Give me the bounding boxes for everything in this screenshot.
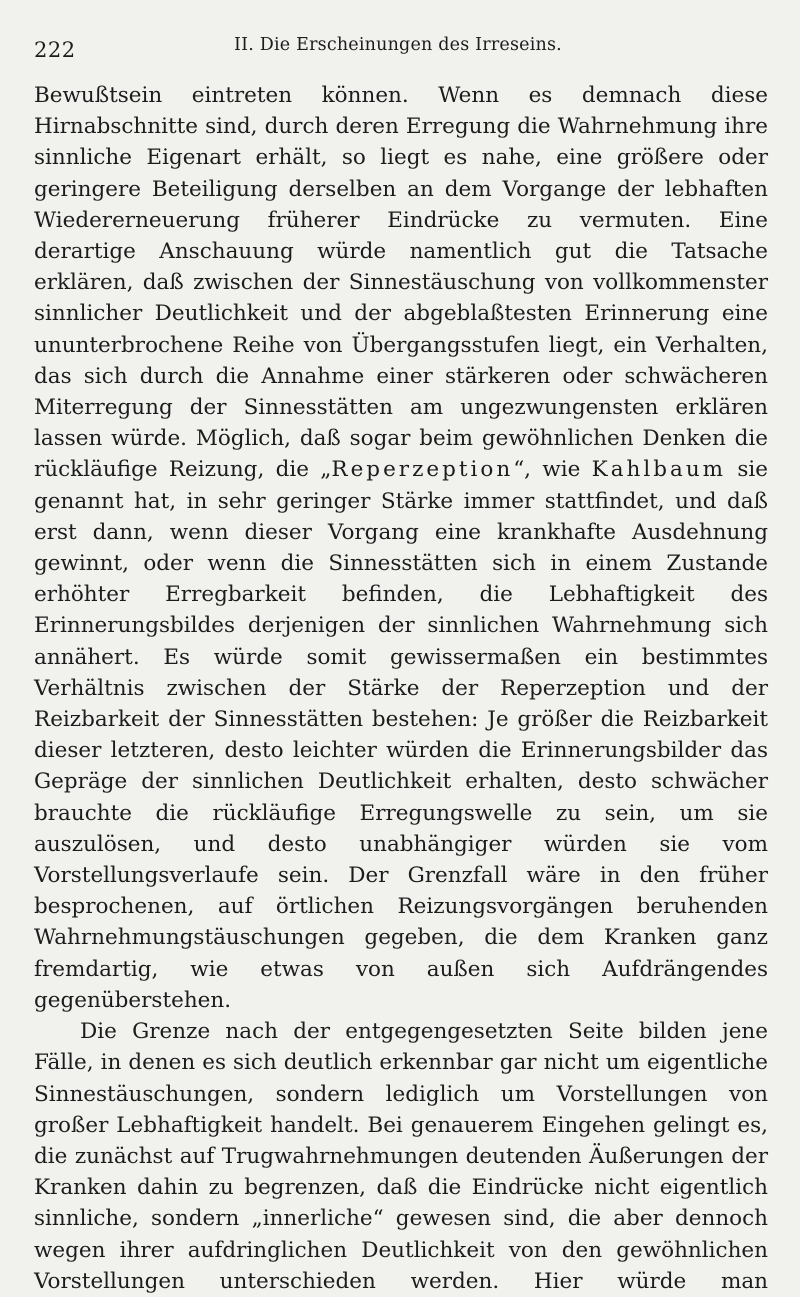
paragraph-1-text-c: sie genannt hat, in sehr geringer Stärke immer stattfindet, und daß erst dann, wenn dieser Vorgang eine krankhafte Ausdehnung gewinnt, oder wenn die Sinnesstätten sich in einem Zustande erhöhter Erregbarkeit befinden, die Lebhaftigkeit des Erinnerungsbildes derjenigen der sinnlichen Wahrnehmung sich annähert. Es würde somit gewissermaßen ein bestimmtes Verhältnis zwischen der Stärke der Reperzeption und der Reizbarkeit der Sinnesstätten bestehen: Je größer die Reizbarkeit dieser letzteren, desto leichter würden die Erinnerungsbilder das Gepräge der sinnlichen Deutlichkeit erhalten, desto schwächer brauchte die rückläufige Erregungswelle zu sein, um sie auszulösen, und desto unabhängiger würden sie vom Vorstellungsverlaufe sein. Der Grenzfall wäre in den früher besprochenen, auf örtlichen Reizungsvorgängen beruhenden Wahrnehmungstäuschungen gegeben, die dem Kranken ganz fremdartig, wie etwas von außen sich Aufdrängendes gegenüberstehen.: [34, 457, 769, 1013]
page-header: [34, 0, 768, 70]
paragraph-1-text-b: “, wie: [513, 457, 592, 483]
paragraph-1-text-a: Bewußtsein eintreten können. Wenn es demnach diese Hirnabschnitte sind, durch deren Erregung die Wahrnehmung ihre sinnliche Eigenart erhält, so liegt es nahe, eine größere oder geringere Beteiligung derselben an dem Vorgange der lebhaften Wiedererneuerung früherer Eindrücke zu vermuten. Eine derartige Anschauung würde namentlich gut die Tatsache erklären, daß zwischen der Sinnestäuschung von vollkommenster sinnlicher Deutlichkeit und der abgeblaßtesten Erinnerung eine ununterbrochene Reihe von Übergangsstufen liegt, ein Verhalten, das sich durch die Annahme einer stärkeren oder schwächeren Miterregung der Sinnesstätten am ungezwungensten erklären lassen würde. Möglich, daß sogar beim gewöhnlichen Denken die rückläufige Reizung, die „: [34, 83, 768, 483]
page-number: 222: [34, 38, 76, 62]
body-text: [34, 80, 768, 1297]
term-reperzeption: Reperzeption: [331, 457, 514, 483]
running-title: II. Die Erscheinungen des Irreseins.: [234, 35, 562, 55]
author-kahlbaum: Kahlbaum: [591, 457, 727, 483]
paragraph-2: Die Grenze nach der entgegengesetzten Seite bilden jene Fälle, in denen es sich deutlich erkennbar gar nicht um eigentliche Sinnestäuschungen, sondern lediglich um Vorstellungen von großer Lebhaftigkeit handelt. Bei genauerem Eingehen gelingt es, die zunächst auf Trugwahrnehmungen deutenden Äußerungen der Kranken dahin zu begrenzen, daß die Eindrücke nicht eigentlich sinnliche, sondern „innerliche“ gewesen sind, die aber dennoch wegen ihrer aufdringlichen Deutlichkeit von den gewöhnlichen Vorstellungen unterschieden werden. Hier würde man: [34, 1019, 768, 1294]
paragraph-1: [34, 80, 768, 1016]
